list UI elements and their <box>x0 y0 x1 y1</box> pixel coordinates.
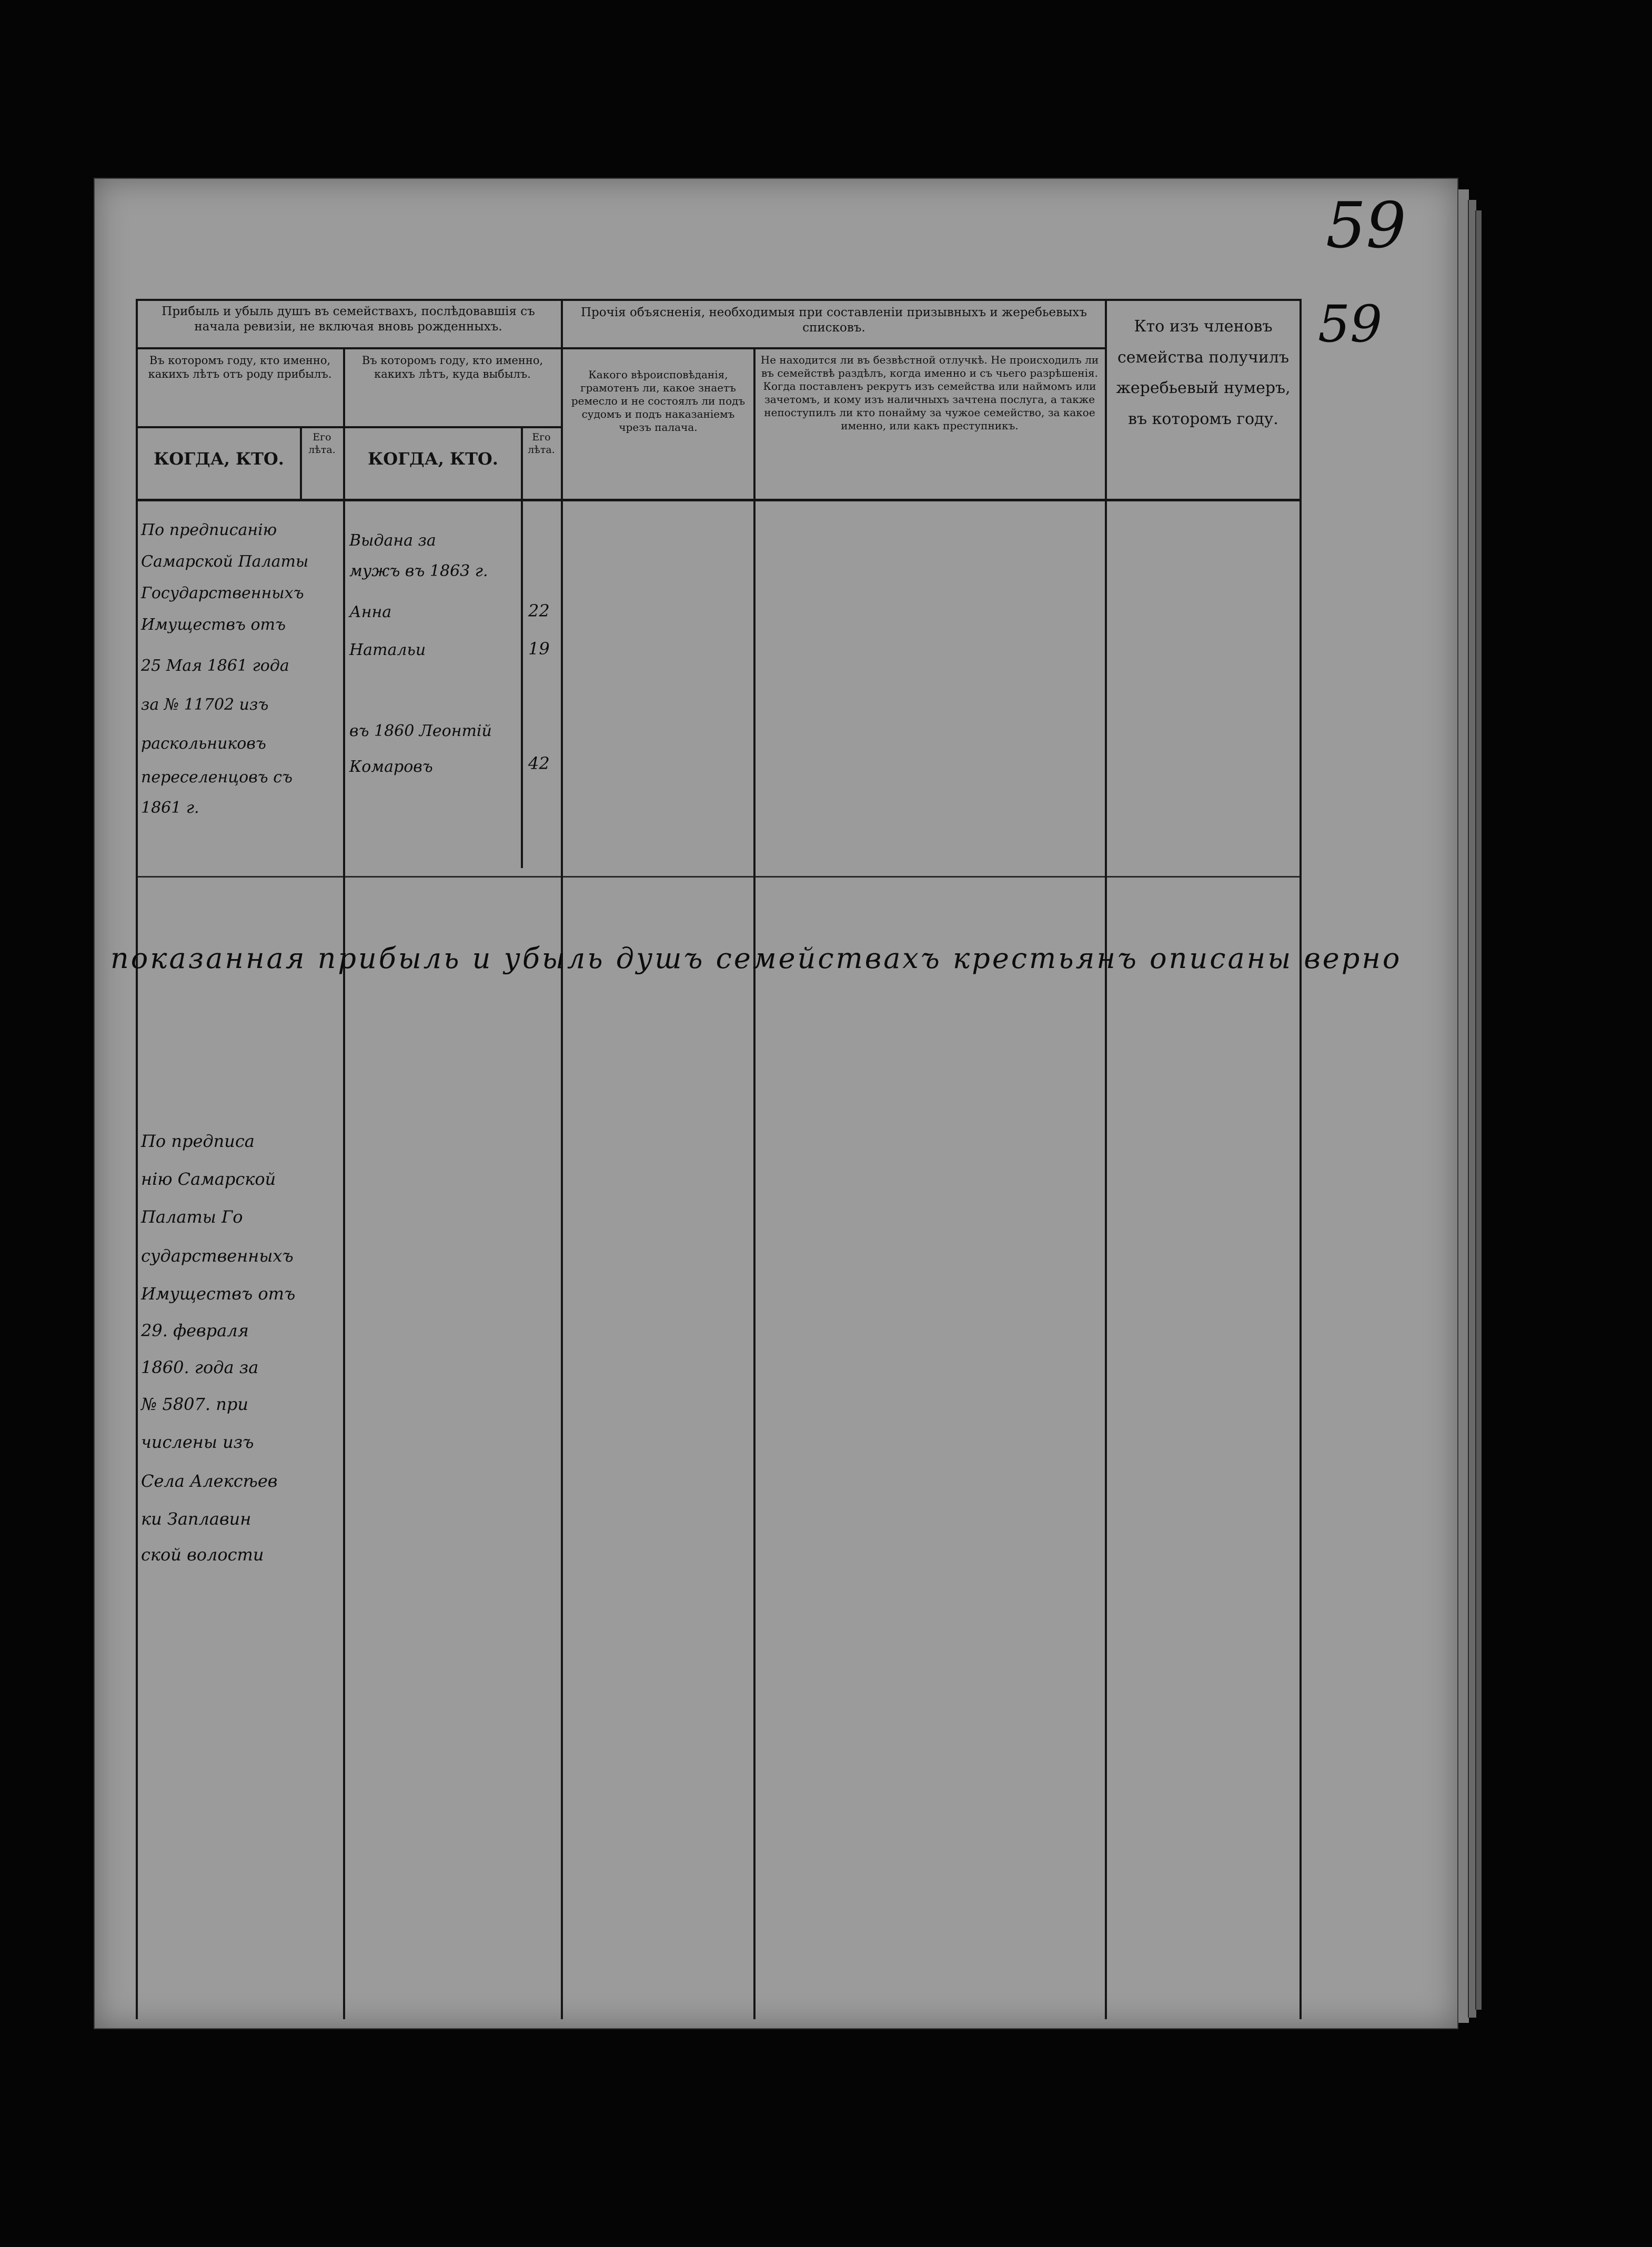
col-rule-5 <box>561 299 563 2019</box>
page-edge-1 <box>1475 210 1482 2010</box>
other-subrule <box>561 347 1107 349</box>
gain-line-5: 25 Мая 1861 года <box>141 657 289 675</box>
header-loss: Въ которомъ году, кто именно, какихъ лѣтъ, куда выбылъ. <box>361 354 543 381</box>
certification-note: показанная прибыль и убыль душъ семействахъ крестьянъ описаны верно <box>110 942 1402 975</box>
ledger-page <box>94 178 1458 2029</box>
age-entry-natalya: 19 <box>528 639 550 659</box>
header-religion: Какого вѣроисповѣданія, грамотенъ ли, какое знаетъ ремесло и не состоялъ ли подъ судомъ и подъ наказаніемъ чрезъ палача. <box>571 368 746 434</box>
gain-line-3: Государственныхъ <box>141 584 304 602</box>
col-rule-6 <box>753 347 756 2019</box>
col-age-loss: Его лѣта. <box>528 431 555 456</box>
loss-line-5: въ 1860 Леонтій <box>349 722 492 740</box>
col-rule-3 <box>343 347 345 2019</box>
gain-line-8: переселенцовъ съ <box>141 768 293 787</box>
lower-note-line-5: Имуществъ отъ <box>141 1284 296 1304</box>
col-rule-1 <box>136 299 138 2019</box>
header-other: Прочія объясненія, необходимыя при составленіи призывныхъ и жеребьевыхъ списковъ. <box>580 306 1087 335</box>
header-gain: Въ которомъ году, кто именно, какихъ лѣтъ отъ роду прибылъ. <box>148 354 332 381</box>
lower-note-line-6: 29. февраля <box>141 1321 249 1341</box>
lower-note-line-12: ской волости <box>141 1545 264 1565</box>
lower-note-line-7: 1860. года за <box>141 1357 259 1377</box>
age-entry-anna: 22 <box>528 601 550 621</box>
gain-line-6: за № 11702 изъ <box>141 696 269 714</box>
col-age-gain: Его лѣта. <box>308 431 336 456</box>
lower-note-line-1: По предписа <box>141 1131 255 1151</box>
loss-line-3: Анна <box>349 603 392 621</box>
lower-note-line-11: ки Заплавин <box>141 1509 251 1529</box>
gain-line-2: Самарской Палаты <box>141 552 309 571</box>
gain-line-1: По предписанію <box>141 521 277 539</box>
col-rule-8 <box>1300 299 1302 2019</box>
page-number-upper: 59 <box>1326 189 1406 263</box>
section-divider <box>136 876 1301 878</box>
gain-line-9: 1861 г. <box>141 799 199 817</box>
loss-line-6: Комаровъ <box>349 758 433 776</box>
col-when-who-loss: КОГДА, КТО. <box>368 449 498 469</box>
col-head-rule <box>136 426 561 428</box>
col-when-who-gain: КОГДА, КТО. <box>154 449 284 469</box>
lower-note-line-8: № 5807. при <box>141 1394 248 1414</box>
header-bottom-rule <box>136 499 1301 501</box>
lower-note-line-2: нію Самарской <box>141 1169 276 1189</box>
lower-note-line-10: Села Алексѣев <box>141 1471 278 1491</box>
page-number-lower: 59 <box>1318 295 1383 354</box>
col-rule-4 <box>521 426 523 868</box>
table-top-rule <box>136 299 1301 301</box>
loss-line-1: Выдана за <box>349 531 436 550</box>
gain-line-7: раскольниковъ <box>141 734 266 753</box>
lower-note-line-9: числены изъ <box>141 1432 254 1452</box>
header-lot-number: Кто изъ членовъ семейства получилъ жеребьевый нумеръ, въ которомъ году. <box>1116 317 1291 428</box>
loss-line-4: Натальи <box>349 641 426 659</box>
loss-line-2: мужъ въ 1863 г. <box>349 562 488 580</box>
lower-note-line-3: Палаты Го <box>141 1207 243 1227</box>
lower-note-line-4: сударственныхъ <box>141 1246 294 1266</box>
header-absence: Не находится ли въ безвѣстной отлучкѣ. Не происходилъ ли въ семействѣ раздѣлъ, когда именно и съ чьего разрѣшенія. Когда поставленъ рекрутъ изъ семейства или наймомъ или зачетомъ, и кому изъ наличныхъ зачтена послуга, а также непоступилъ ли кто понаймy за чужое семейство, за какое именно, или какъ преступникъ. <box>760 354 1099 432</box>
header-gain-loss: Прибыль и убыль душъ въ семействахъ, послѣдовавшія съ начала ревизіи, не включая вновь рожденныхъ. <box>162 305 535 334</box>
gain-line-4: Имуществъ отъ <box>141 616 286 634</box>
col-rule-2 <box>300 426 302 500</box>
col-rule-7 <box>1105 299 1107 2019</box>
gain-loss-subrule <box>136 347 561 349</box>
age-entry-leontiy: 42 <box>528 753 550 773</box>
